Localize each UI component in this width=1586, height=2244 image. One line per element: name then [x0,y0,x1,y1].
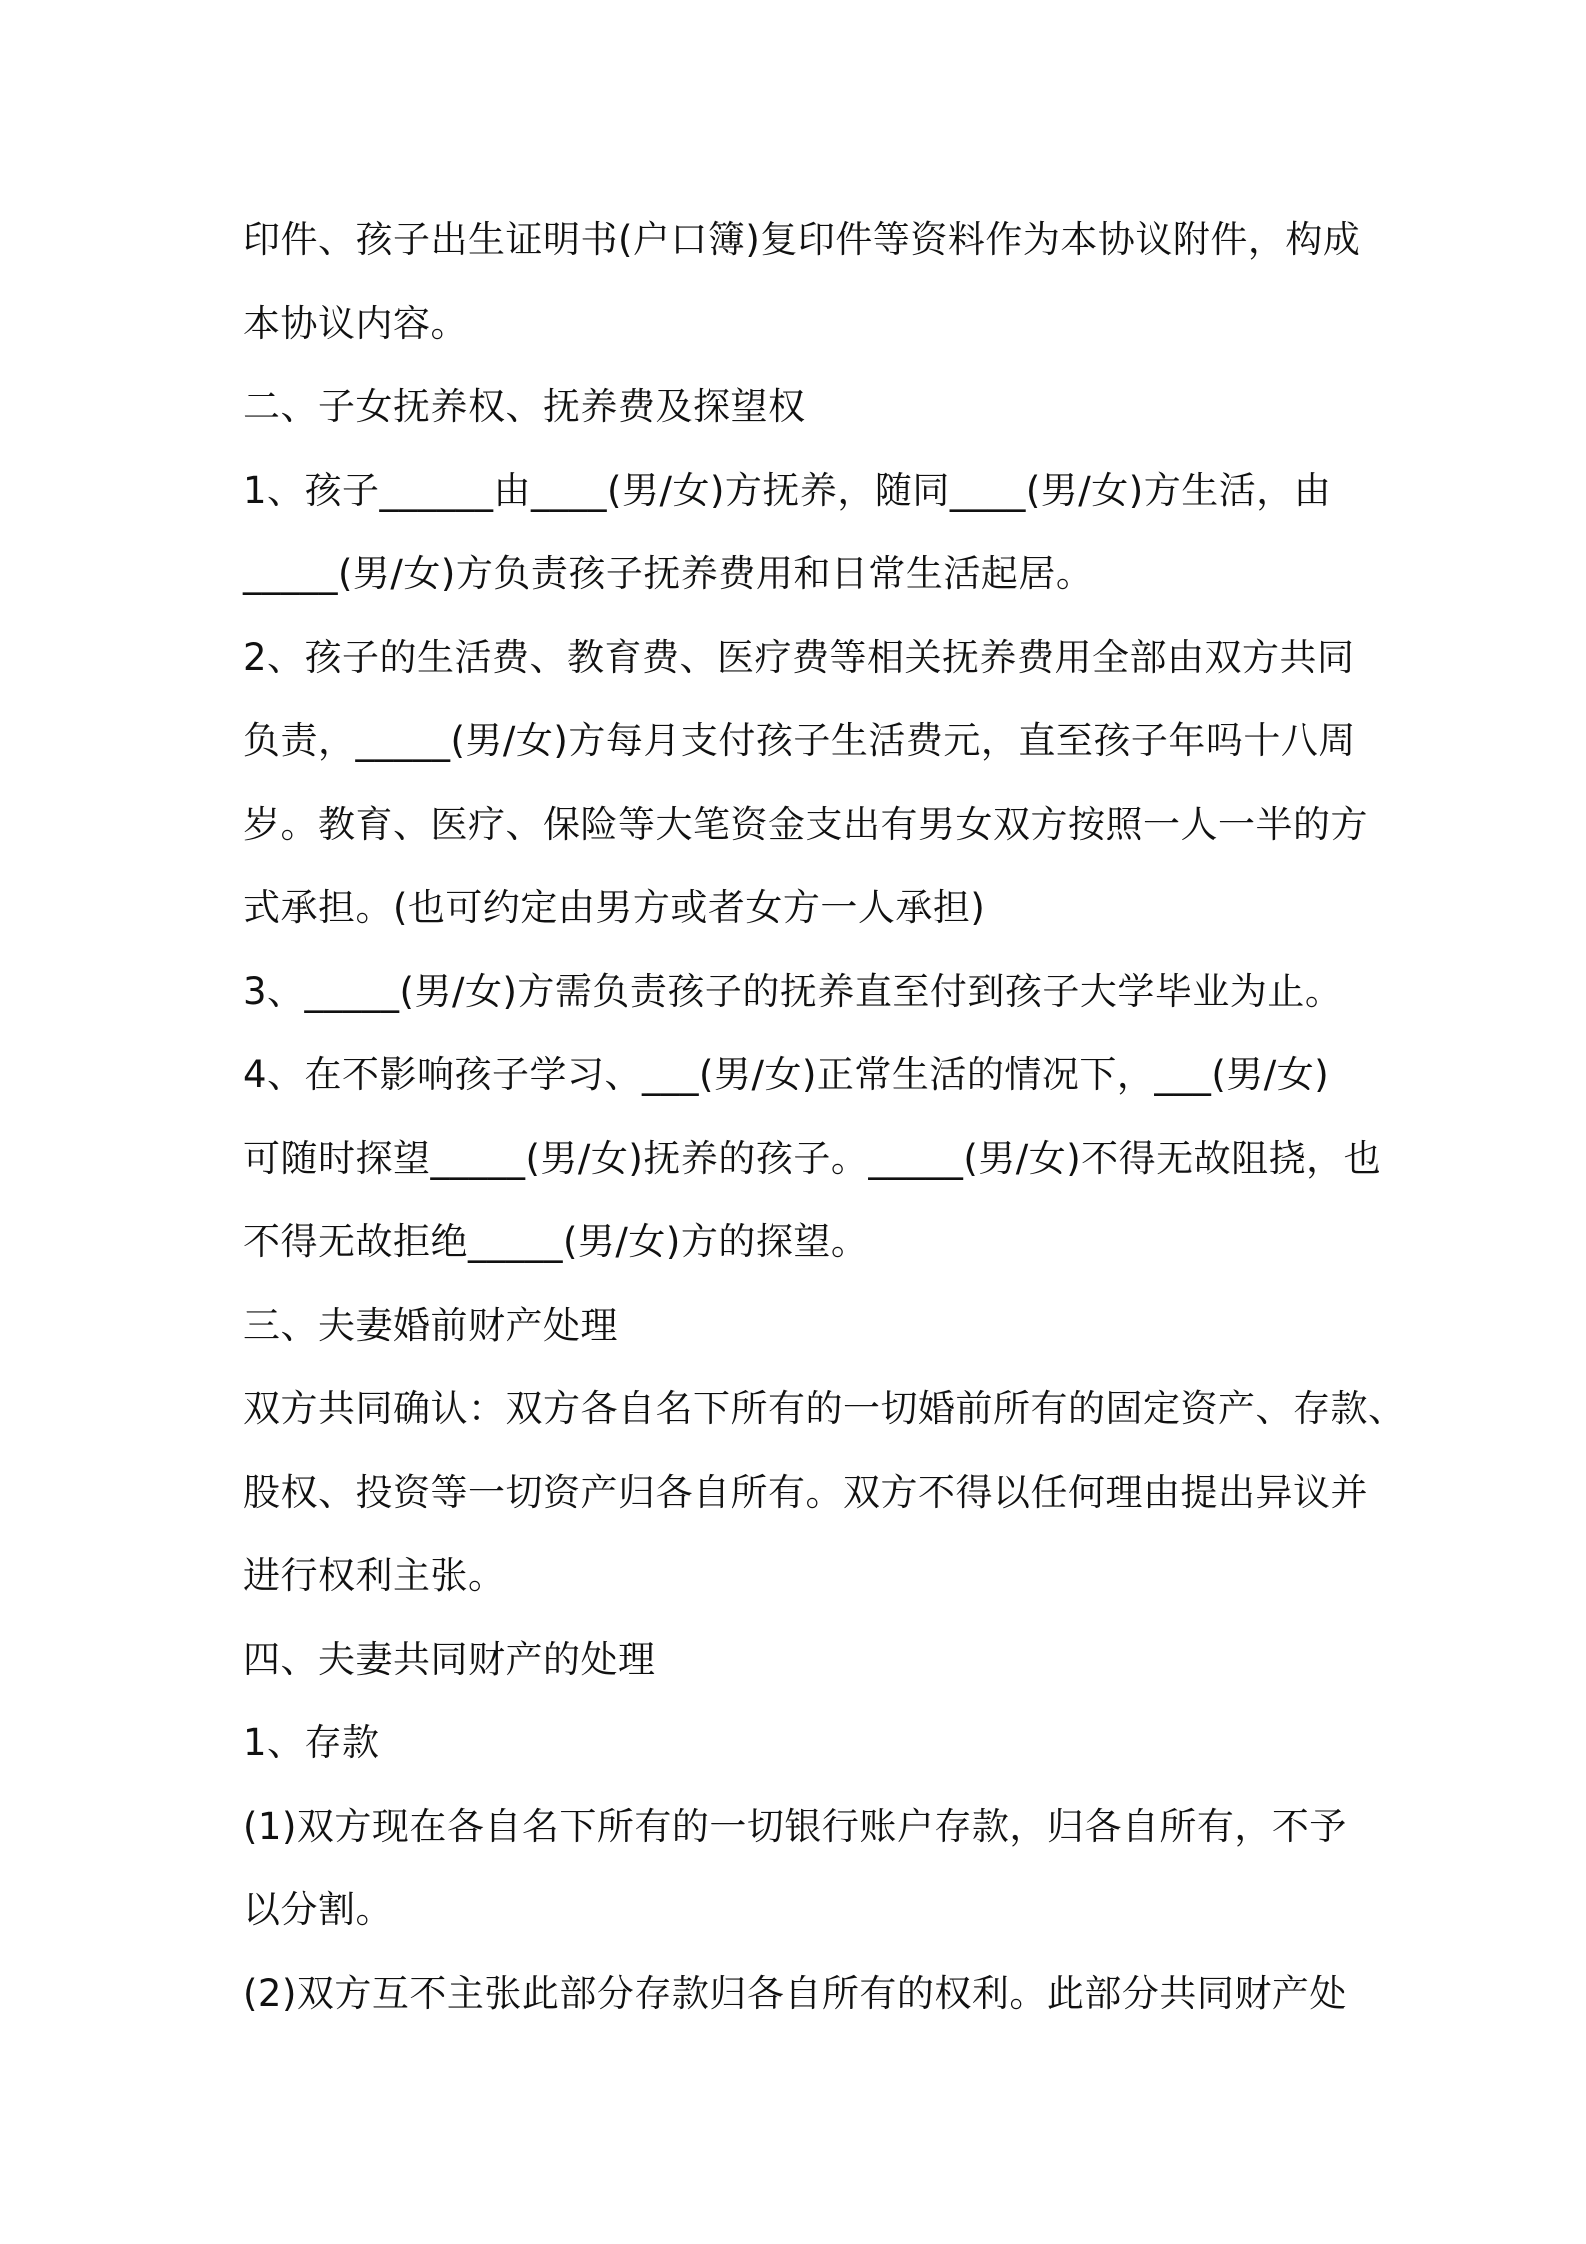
text-line: 印件、孩子出生证明书(户口簿)复印件等资料作为本协议附件，构成 [243,218,1361,261]
text-line: 股权、投资等一切资产归各自所有。双方不得以任何理由提出异议并 [243,1470,1368,1514]
text-line: 式承担。(也可约定由男方或者女方一人承担) [243,886,986,929]
text-line: _____(男/女)方负责孩子抚养费用和日常生活起居。 [243,552,1094,595]
text-line: (2)双方互不主张此部分存款归各自所有的权利。此部分共同财产处 [243,1971,1347,2015]
text-line: 进行权利主张。 [243,1554,506,1597]
text-line: 双方共同确认：双方各自名下所有的一切婚前所有的固定资产、存款、 [243,1387,1406,1430]
subsection-heading: 1、存款 [243,1721,380,1764]
section-heading: 三、夫妻婚前财产处理 [243,1303,618,1347]
text-line: 负责，_____(男/女)方每月支付孩子生活费元，直至孩子年吗十八周 [243,719,1356,762]
text-line: 以分割。 [243,1888,393,1931]
text-line: 岁。教育、医疗、保险等大笔资金支出有男女双方按照一人一半的方 [243,802,1368,846]
section-heading: 四、夫妻共同财产的处理 [243,1637,656,1681]
text-line: 不得无故拒绝_____(男/女)方的探望。 [243,1220,869,1263]
text-line: (1)双方现在各自名下所有的一切银行账户存款，归各自所有，不予 [243,1804,1347,1848]
text-line: 本协议内容。 [243,301,468,345]
document-body [243,198,1406,2035]
text-line: 3、_____(男/女)方需负责孩子的抚养直至付到孩子大学毕业为止。 [243,969,1343,1013]
text-line: 4、在不影响孩子学习、___(男/女)正常生活的情况下，___(男/女) [243,1053,1330,1096]
text-line: 可随时探望_____(男/女)抚养的孩子。_____(男/女)不得无故阻挠，也 [243,1136,1382,1180]
text-line: 2、孩子的生活费、教育费、医疗费等相关抚养费用全部由双方共同 [243,635,1355,679]
text-line: 1、孩子______由____(男/女)方抚养，随同____(男/女)方生活，由 [243,468,1332,512]
section-heading: 二、子女抚养权、抚养费及探望权 [243,385,806,428]
